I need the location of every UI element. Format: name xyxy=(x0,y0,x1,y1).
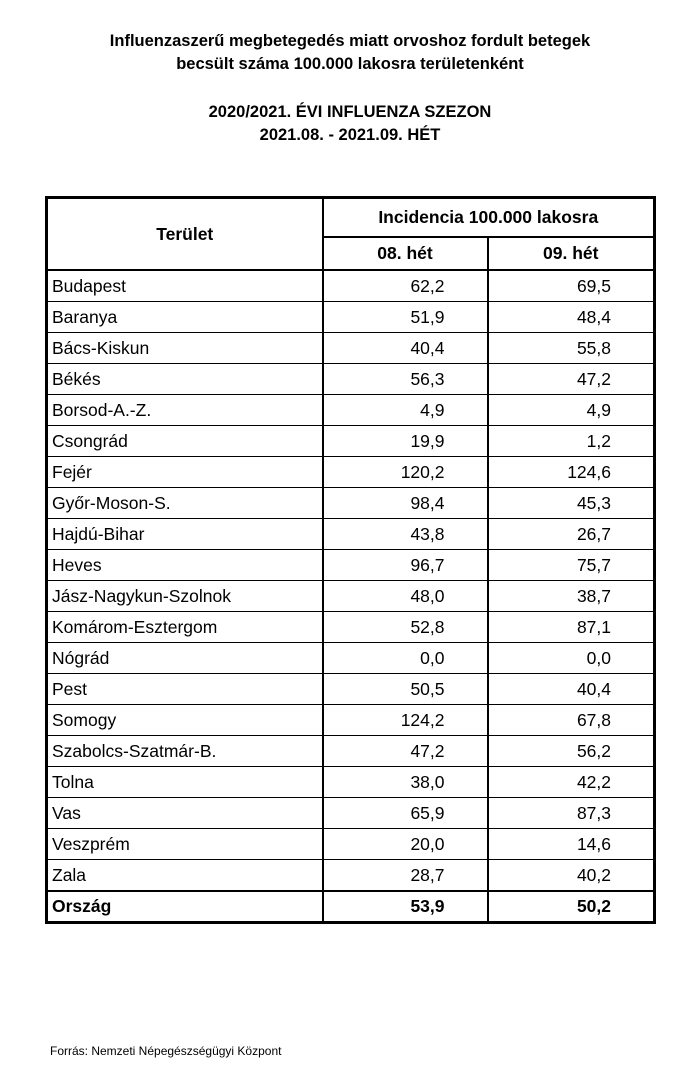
table-row xyxy=(47,829,655,860)
table-row xyxy=(47,767,655,798)
week-08-value: 19,9 xyxy=(323,426,488,457)
table-row xyxy=(47,736,655,767)
area-cell: Zala xyxy=(47,860,323,892)
area-cell: Heves xyxy=(47,550,323,581)
week-09-header: 09. hét xyxy=(488,237,655,270)
week-09-value: 87,3 xyxy=(488,798,655,829)
area-cell: Jász-Nagykun-Szolnok xyxy=(47,581,323,612)
total-week-09-value: 50,2 xyxy=(488,891,655,923)
week-09-value: 40,2 xyxy=(488,860,655,892)
week-08-value: 20,0 xyxy=(323,829,488,860)
area-cell: Komárom-Esztergom xyxy=(47,612,323,643)
table-row xyxy=(47,270,655,302)
week-09-value: 40,4 xyxy=(488,674,655,705)
week-09-value: 124,6 xyxy=(488,457,655,488)
area-cell: Pest xyxy=(47,674,323,705)
week-09-value: 75,7 xyxy=(488,550,655,581)
week-08-header: 08. hét xyxy=(323,237,488,270)
week-08-value: 96,7 xyxy=(323,550,488,581)
week-09-value: 45,3 xyxy=(488,488,655,519)
table-row xyxy=(47,457,655,488)
area-cell: Fejér xyxy=(47,457,323,488)
week-08-value: 65,9 xyxy=(323,798,488,829)
week-08-value: 4,9 xyxy=(323,395,488,426)
week-09-value: 14,6 xyxy=(488,829,655,860)
week-08-value: 43,8 xyxy=(323,519,488,550)
week-09-value: 1,2 xyxy=(488,426,655,457)
area-cell: Békés xyxy=(47,364,323,395)
week-08-value: 47,2 xyxy=(323,736,488,767)
table-row xyxy=(47,302,655,333)
week-09-value: 87,1 xyxy=(488,612,655,643)
area-cell: Veszprém xyxy=(47,829,323,860)
week-08-value: 62,2 xyxy=(323,270,488,302)
week-08-value: 98,4 xyxy=(323,488,488,519)
subtitle-line-2: 2021.08. - 2021.09. HÉT xyxy=(259,126,441,144)
table-row xyxy=(47,860,655,892)
week-09-value: 47,2 xyxy=(488,364,655,395)
week-09-value: 0,0 xyxy=(488,643,655,674)
subtitle-line-1: 2020/2021. ÉVI INFLUENZA SZEZON xyxy=(208,103,492,121)
area-cell: Nógrád xyxy=(47,643,323,674)
table-row xyxy=(47,519,655,550)
table-row xyxy=(47,550,655,581)
week-08-value: 50,5 xyxy=(323,674,488,705)
area-cell: Bács-Kiskun xyxy=(47,333,323,364)
table-row xyxy=(47,333,655,364)
week-08-value: 48,0 xyxy=(323,581,488,612)
week-08-value: 28,7 xyxy=(323,860,488,892)
week-09-value: 42,2 xyxy=(488,767,655,798)
total-area-cell: Ország xyxy=(47,891,323,923)
week-08-value: 124,2 xyxy=(323,705,488,736)
area-cell: Csongrád xyxy=(47,426,323,457)
week-09-value: 4,9 xyxy=(488,395,655,426)
week-09-value: 67,8 xyxy=(488,705,655,736)
area-cell: Győr-Moson-S. xyxy=(47,488,323,519)
area-cell: Szabolcs-Szatmár-B. xyxy=(47,736,323,767)
area-cell: Borsod-A.-Z. xyxy=(47,395,323,426)
table-row xyxy=(47,581,655,612)
week-08-value: 56,3 xyxy=(323,364,488,395)
source-note: Forrás: Nemzeti Népegészségügyi Központ xyxy=(50,1044,282,1058)
table-body xyxy=(47,270,655,923)
total-row xyxy=(47,891,655,923)
incidence-group-header: Incidencia 100.000 lakosra xyxy=(323,198,655,238)
area-cell: Hajdú-Bihar xyxy=(47,519,323,550)
season-subtitle xyxy=(0,101,700,147)
week-08-value: 51,9 xyxy=(323,302,488,333)
title-line-2: becsült száma 100.000 lakosra területenként xyxy=(176,55,524,73)
table-row xyxy=(47,674,655,705)
area-cell: Somogy xyxy=(47,705,323,736)
week-09-value: 38,7 xyxy=(488,581,655,612)
area-cell: Baranya xyxy=(47,302,323,333)
table-row xyxy=(47,705,655,736)
week-08-value: 38,0 xyxy=(323,767,488,798)
week-09-value: 48,4 xyxy=(488,302,655,333)
week-09-value: 69,5 xyxy=(488,270,655,302)
week-08-value: 40,4 xyxy=(323,333,488,364)
document-title xyxy=(0,30,700,76)
week-09-value: 26,7 xyxy=(488,519,655,550)
table-row xyxy=(47,798,655,829)
area-column-header: Terület xyxy=(47,198,323,271)
table-row xyxy=(47,643,655,674)
week-09-value: 56,2 xyxy=(488,736,655,767)
table-row xyxy=(47,488,655,519)
total-week-08-value: 53,9 xyxy=(323,891,488,923)
table-row xyxy=(47,395,655,426)
week-09-value: 55,8 xyxy=(488,333,655,364)
week-08-value: 52,8 xyxy=(323,612,488,643)
area-cell: Tolna xyxy=(47,767,323,798)
week-08-value: 120,2 xyxy=(323,457,488,488)
incidence-table xyxy=(45,196,656,924)
week-08-value: 0,0 xyxy=(323,643,488,674)
table-row xyxy=(47,364,655,395)
table-row xyxy=(47,612,655,643)
area-cell: Budapest xyxy=(47,270,323,302)
area-cell: Vas xyxy=(47,798,323,829)
table-row xyxy=(47,426,655,457)
title-line-1: Influenzaszerű megbetegedés miatt orvoshoz fordult betegek xyxy=(109,32,591,50)
